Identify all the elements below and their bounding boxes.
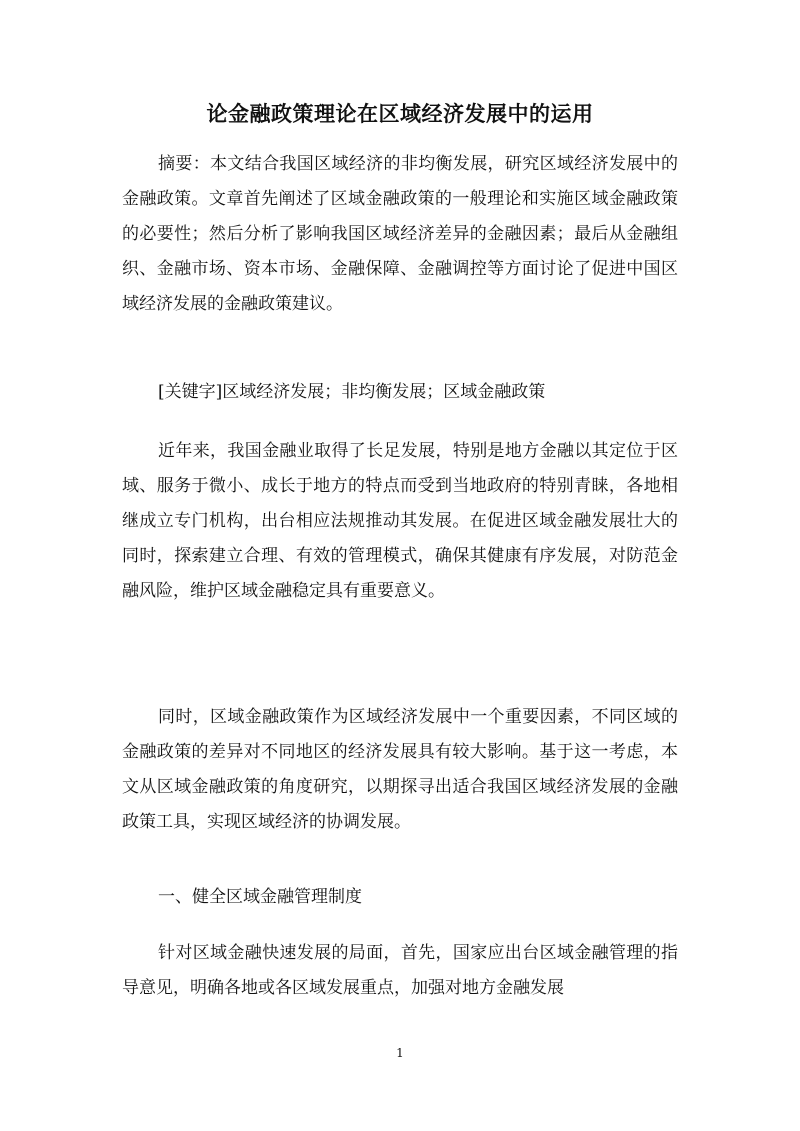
document-title: 论金融政策理论在区域经济发展中的运用 bbox=[206, 102, 594, 126]
abstract-paragraph: 摘要：本文结合我国区域经济的非均衡发展，研究区域经济发展中的金融政策。文章首先阐述了区域金融政策的一般理论和实施区域金融政策的必要性；然后分析了影响我国区域经济差异的金融因素；最后从金融组织、金融市场、资本市场、金融保障、金融调控等方面讨论了促进中国区域经济发展的金融政策建议。 bbox=[122, 154, 678, 314]
body-paragraph: 近年来，我国金融业取得了长足发展，特别是地方金融以其定位于区域、服务于微小、成长于地方的特点而受到当地政府的特别青睐，各地相继成立专门机构，出台相应法规推动其发展。在促进区域金融发展壮大的同时，探索建立合理、有效的管理模式，确保其健康有序发展，对防范金融风险，维护区域金融稳定具有重要意义。 bbox=[122, 441, 678, 601]
body-paragraph: 同时，区域金融政策作为区域经济发展中一个重要因素，不同区域的金融政策的差异对不同地区的经济发展具有较大影响。基于这一考虑，本文从区域金融政策的角度研究，以期探寻出适合我国区域经济发展的金融政策工具，实现区域经济的协调发展。 bbox=[122, 707, 678, 832]
page-number: 1 bbox=[396, 1046, 404, 1060]
section-paragraph: 针对区域金融快速发展的局面，首先，国家应出台区域金融管理的指导意见，明确各地或各区域发展重点，加强对地方金融发展 bbox=[122, 943, 678, 998]
keywords-line: [关键字]区域经济发展；非均衡发展；区域金融政策 bbox=[158, 382, 546, 402]
section-heading: 一、健全区域金融管理制度 bbox=[158, 887, 362, 907]
